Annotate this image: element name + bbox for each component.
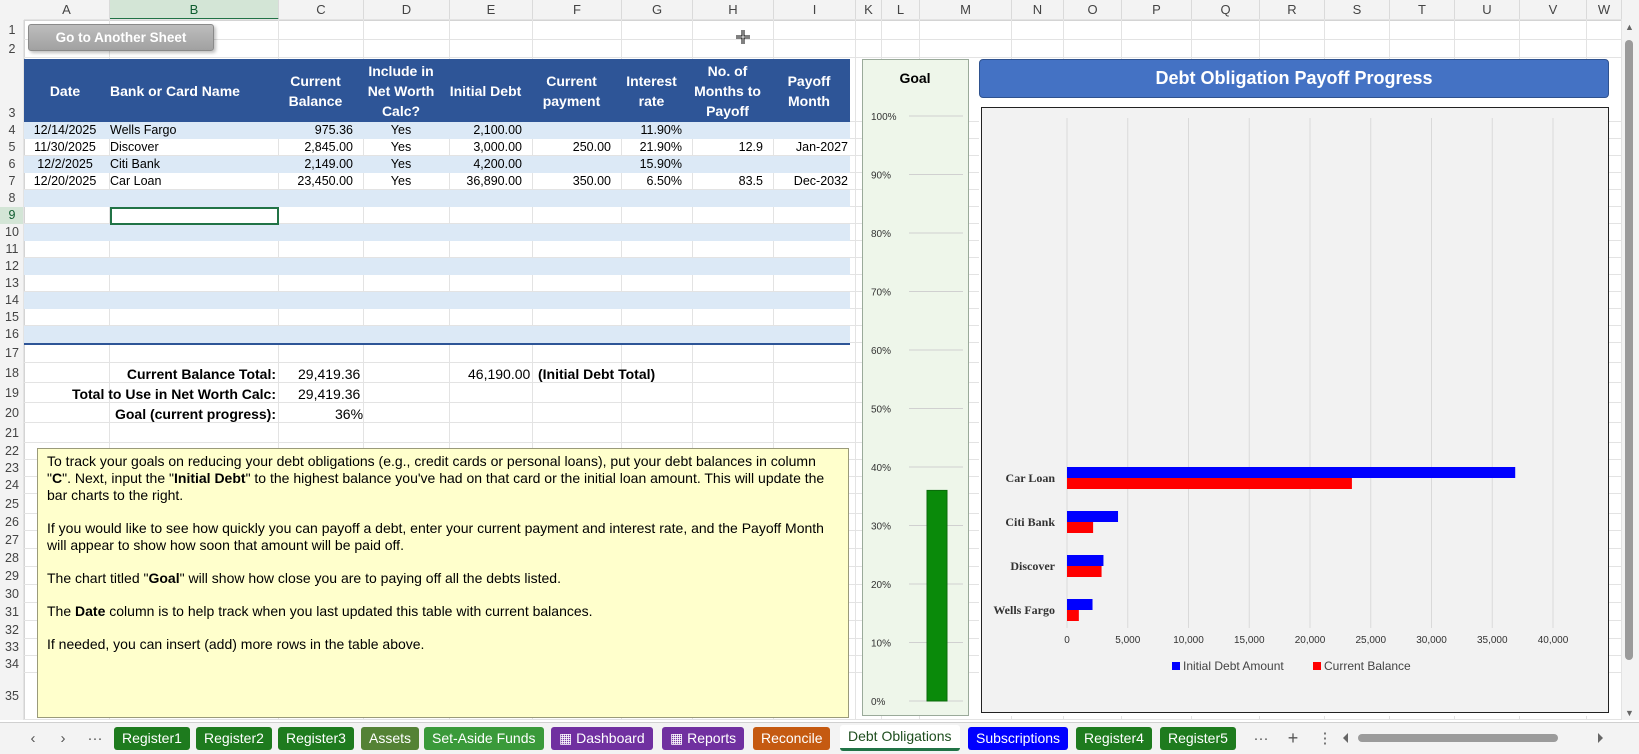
tab-label: Reconcile xyxy=(761,730,823,746)
x-tick-label: 5,000 xyxy=(1115,635,1141,646)
cell-rate[interactable]: 6.50% xyxy=(646,174,682,188)
category-label: Citi Bank xyxy=(1005,515,1055,529)
tab-reconcile[interactable] xyxy=(753,727,830,750)
cell-months[interactable]: 12.9 xyxy=(738,140,763,154)
goal-tick-label: 0% xyxy=(871,697,886,708)
column-header-bar xyxy=(0,0,1639,21)
cell-balance[interactable]: 23,450.00 xyxy=(297,174,353,188)
grid-row-line xyxy=(24,39,1622,40)
row-header-10[interactable]: 10 xyxy=(5,225,19,239)
column-header-f[interactable]: F xyxy=(533,0,622,20)
row-header-21[interactable]: 21 xyxy=(5,426,19,440)
goal-tick-label: 30% xyxy=(871,521,892,533)
cell-include[interactable]: Yes xyxy=(390,174,412,188)
row-header-4[interactable]: 4 xyxy=(8,123,16,137)
cell-payment[interactable] xyxy=(527,156,611,173)
row-header-32[interactable]: 32 xyxy=(5,623,19,637)
x-tick-label: 25,000 xyxy=(1355,635,1387,646)
table-row[interactable] xyxy=(24,156,850,173)
goal-tick-label: 20% xyxy=(871,580,892,591)
tab-register3[interactable] xyxy=(278,727,354,750)
row-header-11[interactable]: 11 xyxy=(5,242,19,256)
row-header-17[interactable]: 17 xyxy=(5,346,19,360)
column-header-d[interactable]: D xyxy=(364,0,450,20)
goal-chart-svg xyxy=(863,60,968,715)
balance-total-value[interactable]: 29,419.36 xyxy=(298,366,361,382)
column-header-u[interactable]: U xyxy=(1455,0,1520,20)
header-initial[interactable]: Initial Debt xyxy=(449,82,522,99)
cell-months[interactable]: 83.5 xyxy=(738,174,763,188)
scroll-down-icon[interactable]: ▼ xyxy=(1625,708,1634,718)
header-rate[interactable]: Interest rate xyxy=(626,72,677,109)
sheet-options-icon[interactable]: ⋮ xyxy=(1317,730,1333,747)
cell-rate[interactable]: 21.90% xyxy=(639,140,682,154)
category-label: Discover xyxy=(1010,559,1055,573)
tab-register4[interactable] xyxy=(1076,727,1152,750)
cell-date[interactable]: 12/2/2025 xyxy=(37,157,93,171)
tab-register1[interactable] xyxy=(114,727,190,750)
table-row[interactable] xyxy=(24,275,850,292)
row-header-22[interactable]: 22 xyxy=(5,444,19,458)
tab-debt-obligations[interactable] xyxy=(840,725,960,751)
instructions-textbox[interactable] xyxy=(37,448,849,718)
cell-payment[interactable]: 250.00 xyxy=(572,140,611,154)
selected-cell[interactable] xyxy=(110,207,279,225)
cell-initial[interactable]: 2,100.00 xyxy=(473,123,522,137)
row-header-26[interactable]: 26 xyxy=(5,515,19,529)
row-header-34[interactable]: 34 xyxy=(5,657,19,671)
cell-balance[interactable]: 975.36 xyxy=(314,123,353,137)
cell-payoff[interactable]: Dec-2032 xyxy=(793,174,848,188)
bar-initial-debt[interactable] xyxy=(1067,599,1093,610)
category-label: Car Loan xyxy=(1005,471,1055,485)
column-header-g[interactable]: G xyxy=(622,0,693,20)
row-header-28[interactable]: 28 xyxy=(5,551,19,565)
cell-date[interactable]: 12/14/2025 xyxy=(33,123,97,137)
legend-label-initial: Initial Debt Amount xyxy=(1183,659,1284,673)
vertical-scroll-thumb[interactable] xyxy=(1625,40,1633,660)
category-label: Wells Fargo xyxy=(993,603,1055,617)
row-header-30[interactable]: 30 xyxy=(5,587,19,601)
goal-tick-label: 80% xyxy=(871,229,892,240)
row-header-15[interactable]: 15 xyxy=(5,310,19,324)
x-tick-label: 10,000 xyxy=(1173,635,1204,646)
scroll-up-icon[interactable]: ▲ xyxy=(1625,22,1634,32)
debt-table-header xyxy=(24,59,850,122)
legend-swatch-initial xyxy=(1172,662,1180,670)
cell-include[interactable]: Yes xyxy=(390,123,412,137)
grid-row-line xyxy=(24,19,1622,20)
bar-current-balance[interactable] xyxy=(1067,610,1079,621)
table-row[interactable] xyxy=(24,292,850,309)
grid-column-line xyxy=(855,20,856,720)
header-balance[interactable]: Current Balance xyxy=(288,72,343,109)
tab-label: Debt Obligations xyxy=(848,728,952,744)
row-header-2[interactable]: 2 xyxy=(8,42,16,56)
row-header-24[interactable]: 24 xyxy=(5,478,19,492)
tab-label: Register5 xyxy=(1168,730,1228,746)
column-header-q[interactable]: Q xyxy=(1192,0,1260,20)
table-row[interactable] xyxy=(24,241,850,258)
cell-bank[interactable]: Wells Fargo xyxy=(110,123,177,137)
column-header-s[interactable]: S xyxy=(1325,0,1390,20)
header-payment[interactable]: Current payment xyxy=(542,72,601,109)
row-header-5[interactable]: 5 xyxy=(8,140,16,154)
column-header-w[interactable]: W xyxy=(1587,0,1622,20)
cell-payoff[interactable] xyxy=(768,122,848,139)
cell-date[interactable]: 11/30/2025 xyxy=(34,140,96,154)
row-header-18[interactable]: 18 xyxy=(5,366,19,380)
tab-dashboard[interactable] xyxy=(551,727,653,750)
go-to-another-sheet-button[interactable]: Go to Another Sheet xyxy=(28,24,214,51)
goal-tick-label: 10% xyxy=(871,638,892,650)
cell-payoff[interactable] xyxy=(768,156,848,173)
header-date[interactable]: Date xyxy=(49,82,81,99)
column-header-r[interactable]: R xyxy=(1260,0,1325,20)
row-header-16[interactable]: 16 xyxy=(5,327,19,341)
row-header-3[interactable]: 3 xyxy=(8,106,16,120)
cell-initial[interactable]: 4,200.00 xyxy=(473,157,522,171)
legend-label-balance: Current Balance xyxy=(1324,659,1411,673)
initial-total-value[interactable]: 46,190.00 xyxy=(468,366,531,382)
move-cursor-icon xyxy=(735,29,751,45)
column-header-p[interactable]: P xyxy=(1122,0,1192,20)
tab-assets[interactable] xyxy=(361,727,419,750)
cell-include[interactable]: Yes xyxy=(390,157,412,171)
table-row[interactable] xyxy=(24,309,850,326)
tab-label: Assets xyxy=(369,730,412,746)
bar-initial-debt[interactable] xyxy=(1067,467,1515,478)
header-bank[interactable]: Bank or Card Name xyxy=(110,82,240,99)
goal-progress-value[interactable]: 36% xyxy=(335,406,364,422)
cell-bank[interactable]: Citi Bank xyxy=(110,157,161,171)
goal-chart-title: Goal xyxy=(899,70,931,86)
row-header-14[interactable]: 14 xyxy=(5,293,19,307)
tab-subscriptions[interactable] xyxy=(968,727,1068,750)
cell-payment[interactable] xyxy=(527,122,611,139)
row-header-33[interactable]: 33 xyxy=(5,640,19,654)
instruction-paragraph: The chart titled "Goal" will show how close you are to paying off all the debts listed. xyxy=(47,570,561,586)
tab-label: Subscriptions xyxy=(976,730,1061,746)
cell-date[interactable]: 12/20/2025 xyxy=(33,174,97,188)
chart-plot-area xyxy=(981,107,1609,713)
column-header-l[interactable]: L xyxy=(882,0,920,20)
column-header-c[interactable]: C xyxy=(279,0,364,20)
column-header-b[interactable]: B xyxy=(110,0,279,20)
tab-reports[interactable] xyxy=(662,727,744,750)
payoff-chart-svg xyxy=(982,108,1608,712)
x-tick-label: 35,000 xyxy=(1476,635,1508,646)
cell-months[interactable] xyxy=(687,122,763,139)
goal-tick-label: 60% xyxy=(871,346,892,357)
column-header-e[interactable]: E xyxy=(450,0,533,20)
tab-label: Register1 xyxy=(122,730,182,746)
cell-months[interactable] xyxy=(687,156,763,173)
cell-bank[interactable]: Car Loan xyxy=(110,174,162,188)
grid-row-line xyxy=(24,719,1622,720)
x-tick-label: 15,000 xyxy=(1233,635,1265,646)
goal-tick-label: 100% xyxy=(871,112,897,123)
tab-register5[interactable] xyxy=(1160,727,1236,750)
add-sheet-icon[interactable]: + xyxy=(1287,728,1299,748)
row-header-27[interactable]: 27 xyxy=(5,533,19,547)
x-tick-label: 40,000 xyxy=(1537,635,1569,646)
table-row[interactable] xyxy=(24,190,850,207)
goal-tick-label: 40% xyxy=(871,463,892,474)
row-header-9[interactable]: 9 xyxy=(0,207,24,224)
net-worth-value[interactable]: 29,419.36 xyxy=(298,386,361,402)
tab-label: Dashboard xyxy=(576,730,645,746)
row-header-1[interactable]: 1 xyxy=(8,23,16,37)
bar-current-balance[interactable] xyxy=(1067,566,1102,577)
x-tick-label: 20,000 xyxy=(1294,635,1326,646)
row-header-20[interactable]: 20 xyxy=(5,406,19,420)
row-header-35[interactable]: 35 xyxy=(5,689,19,703)
row-header-6[interactable]: 6 xyxy=(8,157,16,171)
initial-total-label: (Initial Debt Total) xyxy=(538,366,656,382)
cell-payoff[interactable]: Jan-2027 xyxy=(795,140,848,154)
more-tabs-icon[interactable]: ··· xyxy=(1253,730,1269,747)
row-header-31[interactable]: 31 xyxy=(5,605,19,619)
tab-label: Set-Aside Funds xyxy=(432,730,536,746)
header-payoff[interactable]: Payoff Month xyxy=(787,72,831,109)
prev-sheet-icon[interactable]: ‹ xyxy=(30,730,36,747)
table-row[interactable] xyxy=(24,224,850,241)
bar-initial-debt[interactable] xyxy=(1067,511,1118,522)
header-include[interactable]: Include in Net Worth Calc? xyxy=(367,62,435,119)
instruction-paragraph: The Date column is to help track when you last updated this table with current balances. xyxy=(47,603,593,619)
goal-chart[interactable] xyxy=(862,59,969,716)
sheet-tab-bar xyxy=(0,722,1639,754)
tab-label: Reports xyxy=(687,730,737,746)
row-header-29[interactable]: 29 xyxy=(5,569,19,583)
tab-label: Register2 xyxy=(204,730,264,746)
row-header-7[interactable]: 7 xyxy=(8,174,16,188)
cell-balance[interactable]: 2,845.00 xyxy=(304,140,353,154)
balance-total-label: Current Balance Total: xyxy=(126,366,276,382)
tab-label: Register4 xyxy=(1084,730,1144,746)
cell-balance[interactable]: 2,149.00 xyxy=(304,157,353,171)
cell-payment[interactable]: 350.00 xyxy=(572,174,611,188)
column-header-n[interactable]: N xyxy=(1012,0,1064,20)
bar-current-balance[interactable] xyxy=(1067,522,1093,533)
row-header-23[interactable]: 23 xyxy=(5,461,19,475)
cell-bank[interactable]: Discover xyxy=(110,140,159,154)
goal-progress-label: Goal (current progress): xyxy=(114,406,276,422)
legend-swatch-balance xyxy=(1313,662,1321,670)
row-header-bar xyxy=(0,20,25,720)
tab-register2[interactable] xyxy=(196,727,272,750)
next-sheet-icon[interactable]: › xyxy=(60,730,66,747)
instruction-paragraph: If needed, you can insert (add) more rows in the table above. xyxy=(47,636,425,652)
column-header-m[interactable]: M xyxy=(920,0,1012,20)
column-header-o[interactable]: O xyxy=(1064,0,1122,20)
tab-set-aside-funds[interactable] xyxy=(424,727,544,750)
table-row[interactable] xyxy=(24,139,850,156)
dashboard-icon: ▦ xyxy=(559,730,577,746)
cell-rate[interactable]: 15.90% xyxy=(639,157,682,171)
table-bottom-border xyxy=(24,343,850,345)
column-header-i[interactable]: I xyxy=(774,0,856,20)
grid-row-line xyxy=(24,57,1622,58)
goal-tick-label: 90% xyxy=(871,170,892,182)
cell-rate[interactable]: 11.90% xyxy=(640,123,682,137)
cell-include[interactable]: Yes xyxy=(390,140,412,154)
table-row[interactable] xyxy=(24,173,850,190)
row-header-13[interactable]: 13 xyxy=(5,276,19,290)
report-icon: ▦ xyxy=(670,730,688,746)
goal-progress-bar[interactable] xyxy=(927,490,947,701)
horizontal-scrollbar[interactable] xyxy=(1342,731,1604,745)
tab-label: Register3 xyxy=(286,730,346,746)
instruction-paragraph: To track your goals on reducing your debt obligations (e.g., credit cards or personal loans), put your debt balances in column "C". Next, input the "Initial Debt" to the highest balance you've had on that card or the initial loan amount. This will update the bar charts to the right. xyxy=(47,453,825,503)
instruction-paragraph: If you would like to see how quickly you can payoff a debt, enter your current payment and interest rate, and the Payoff Month will appear to show how soon that amount will be paid off. xyxy=(47,520,824,553)
row-header-12[interactable]: 12 xyxy=(5,259,19,273)
bar-initial-debt[interactable] xyxy=(1067,555,1103,566)
goal-tick-label: 70% xyxy=(871,287,892,299)
row-header-25[interactable]: 25 xyxy=(5,497,19,511)
row-header-19[interactable]: 19 xyxy=(5,386,19,400)
chart-title: Debt Obligation Payoff Progress xyxy=(979,59,1609,98)
column-header-t[interactable]: T xyxy=(1390,0,1455,20)
column-header-h[interactable]: H xyxy=(693,0,774,20)
net-worth-label: Total to Use in Net Worth Calc: xyxy=(71,386,276,402)
x-tick-label: 30,000 xyxy=(1416,635,1447,646)
more-sheets-icon[interactable]: ··· xyxy=(87,730,103,747)
header-months[interactable]: No. of Months to Payoff xyxy=(694,62,761,119)
column-header-a[interactable]: A xyxy=(24,0,110,20)
table-row[interactable] xyxy=(24,326,850,343)
cell-initial[interactable]: 36,890.00 xyxy=(466,174,522,188)
goal-tick-label: 50% xyxy=(871,404,892,416)
row-header-8[interactable]: 8 xyxy=(8,191,16,205)
bar-current-balance[interactable] xyxy=(1067,478,1352,489)
x-tick-label: 0 xyxy=(1064,635,1070,646)
table-row[interactable] xyxy=(24,258,850,275)
table-row[interactable] xyxy=(24,122,850,139)
column-header-v[interactable]: V xyxy=(1520,0,1587,20)
cell-initial[interactable]: 3,000.00 xyxy=(473,140,522,154)
column-header-k[interactable]: K xyxy=(856,0,882,20)
payoff-progress-chart[interactable] xyxy=(979,59,1609,716)
